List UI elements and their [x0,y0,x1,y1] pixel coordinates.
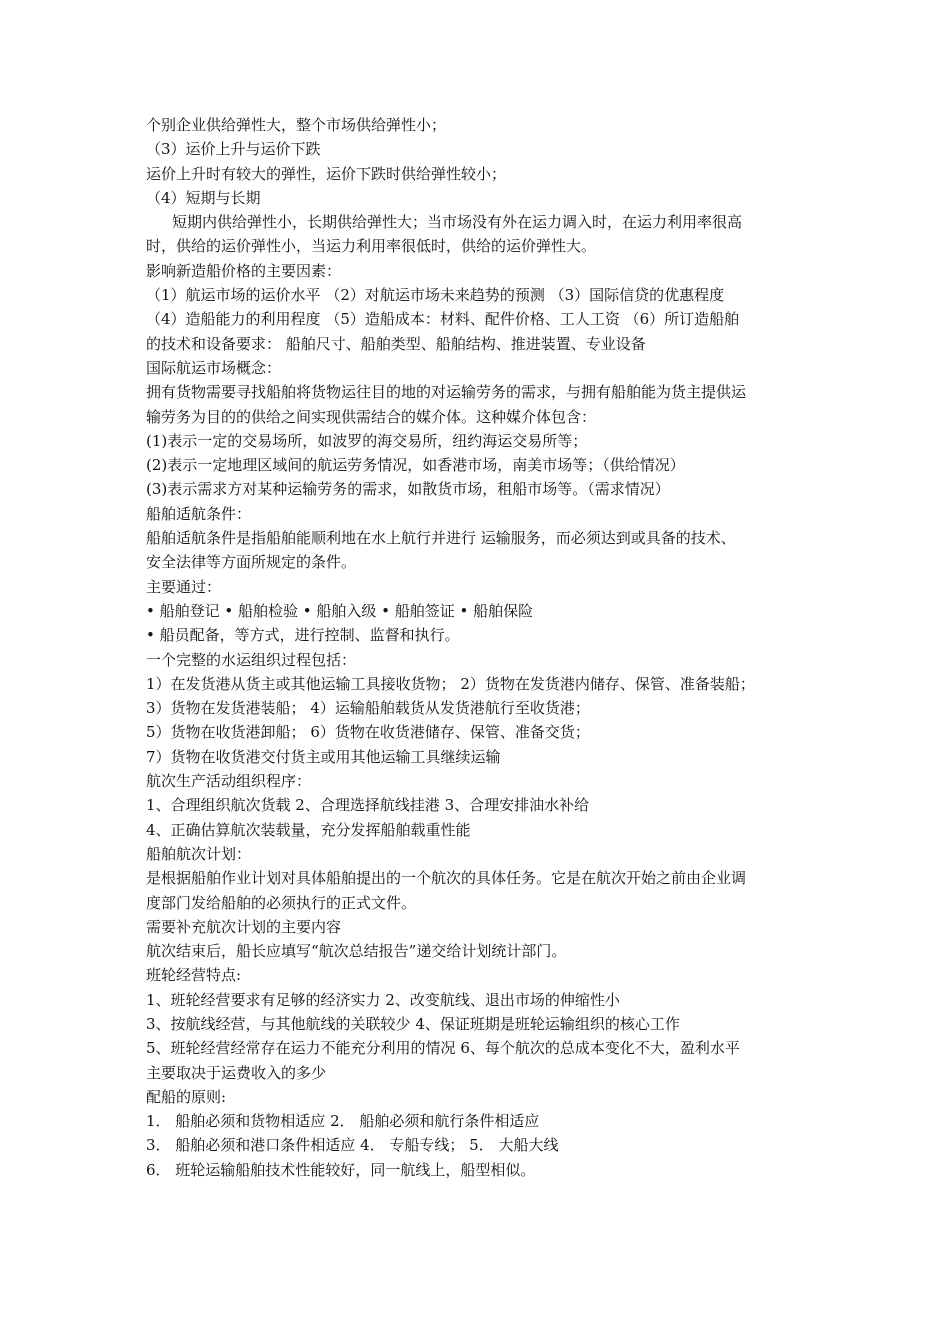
text-line: 5）货物在收货港卸船； 6）货物在收货港储存、保管、准备交货； [146,723,590,742]
text-line: 3． 船舶必须和港口条件相适应 4． 专船专线； 5． 大船大线 [146,1136,559,1155]
document-body [146,113,810,1182]
bullet-line: • 船员配备，等方式，进行控制、监督和执行。 [146,626,460,645]
text-line: (2)表示一定地理区域间的航运劳务情况，如香港市场，南美市场等；（供给情况） [146,456,685,475]
text-line: 度部门发给船舶的必须执行的正式文件。 [146,893,417,912]
text-line: （4）造船能力的利用程度 （5）造船成本：材料、配件价格、工人工资 （6）所订造船舶 [146,310,740,329]
section-heading: 影响新造船价格的主要因素： [146,261,342,280]
bullet-line: • 船舶登记 • 船舶检验 • 船舶入级 • 船舶签证 • 船舶保险 [146,601,534,620]
text-line: 需要补充航次计划的主要内容 [146,917,342,936]
text-line: 船舶适航条件是指船舶能顺利地在水上航行并进行 运输服务，而必须达到或具备的技术、 [146,529,736,548]
text-line: 拥有货物需要寻找船舶将货物运往目的地的对运输劳务的需求，与拥有船舶能为货主提供运 [146,383,747,402]
section-heading: 船舶适航条件： [146,504,252,523]
section-heading: 一个完整的水运组织过程包括： [146,650,357,669]
text-line: 1、合理组织航次货载 2、合理选择航线挂港 3、合理安排油水补给 [146,796,590,815]
text-line: 3）货物在发货港装船； 4）运输船舶载货从发货港航行至收货港； [146,699,590,718]
text-line: (1)表示一定的交易场所，如波罗的海交易所，纽约海运交易所等； [146,431,588,450]
text-line: 航次结束后，船长应填写“航次总结报告”递交给计划统计部门。 [146,942,567,961]
text-line: 运价上升时有较大的弹性，运价下跌时供给弹性较小； [146,164,507,183]
section-heading: 航次生产活动组织程序： [146,772,312,791]
text-line: （4）短期与长期 [146,188,261,207]
text-line: (3)表示需求方对某种运输劳务的需求，如散货市场，租船市场等。（需求情况） [146,480,670,499]
text-line: 7）货物在收货港交付货主或用其他运输工具继续运输 [146,747,501,766]
text-line: 时，供给的运价弹性小，当运力利用率很低时，供给的运价弹性大。 [146,237,597,256]
section-heading: 主要通过： [146,577,222,596]
section-heading: 配船的原则: [146,1087,227,1106]
text-line: 1）在发货港从货主或其他运输工具接收货物； 2）货物在发货港内储存、保管、准备装船； [146,674,755,693]
text-line: （1）航运市场的运价水平 （2）对航运市场未来趋势的预测 （3）国际信贷的优惠程度 [146,286,725,305]
text-line: 主要取决于运费收入的多少 [146,1063,327,1082]
text-line: 3、按航线经营，与其他航线的关联较少 4、保证班期是班轮运输组织的核心工作 [146,1014,680,1033]
text-line: 5、班轮经营经常存在运力不能充分利用的情况 6、每个航次的总成本变化不大，盈利水平 [146,1039,740,1058]
section-heading: 船舶航次计划： [146,844,252,863]
text-line: 输劳务为目的的供给之间实现供需结合的媒介体。这种媒介体包含： [146,407,597,426]
text-line: 1． 船舶必须和货物相适应 2． 船舶必须和航行条件相适应 [146,1112,540,1131]
text-line: 4、正确估算航次装载量，充分发挥船舶载重性能 [146,820,471,839]
text-line: 安全法律等方面所规定的条件。 [146,553,357,572]
text-line: 个别企业供给弹性大，整个市场供给弹性小； [146,116,447,134]
text-line: 6． 班轮运输船舶技术性能较好，同一航线上，船型相似。 [146,1160,536,1179]
section-heading: 国际航运市场概念： [146,358,282,377]
text-line: 1、班轮经营要求有足够的经济实力 2、改变航线、退出市场的伸缩性小 [146,990,620,1009]
section-heading: 班轮经营特点: [146,966,242,985]
text-line: 短期内供给弹性小，长期供给弹性大；当市场没有外在运力调入时，在运力利用率很高 [172,213,743,232]
text-line: 是根据船舶作业计划对具体船舶提出的一个航次的具体任务。它是在航次开始之前由企业调 [146,869,747,888]
text-line: （3）运价上升与运价下跌 [146,140,321,159]
text-line: 的技术和设备要求： 船舶尺寸、船舶类型、船舶结构、推进装置、专业设备 [146,334,646,353]
